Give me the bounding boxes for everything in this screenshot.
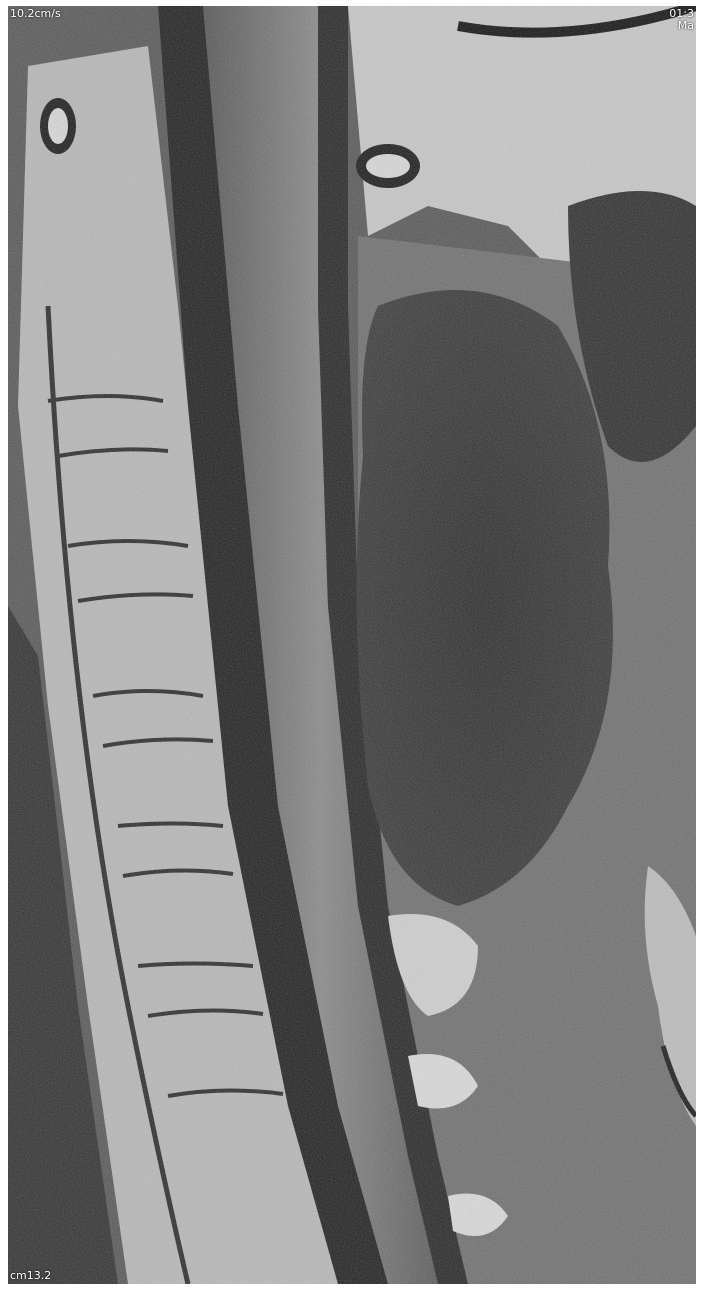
top-right-label-2: Ma <box>677 19 694 32</box>
mri-image <box>8 6 696 1284</box>
velocity-label: 10.2cm/s <box>10 7 61 20</box>
mri-image-frame <box>8 6 696 1284</box>
top-right-label-1: 01:3 <box>669 7 694 20</box>
top-right-labels <box>669 8 694 32</box>
image-grain <box>8 6 696 1284</box>
scale-label: cm13.2 <box>10 1269 52 1282</box>
